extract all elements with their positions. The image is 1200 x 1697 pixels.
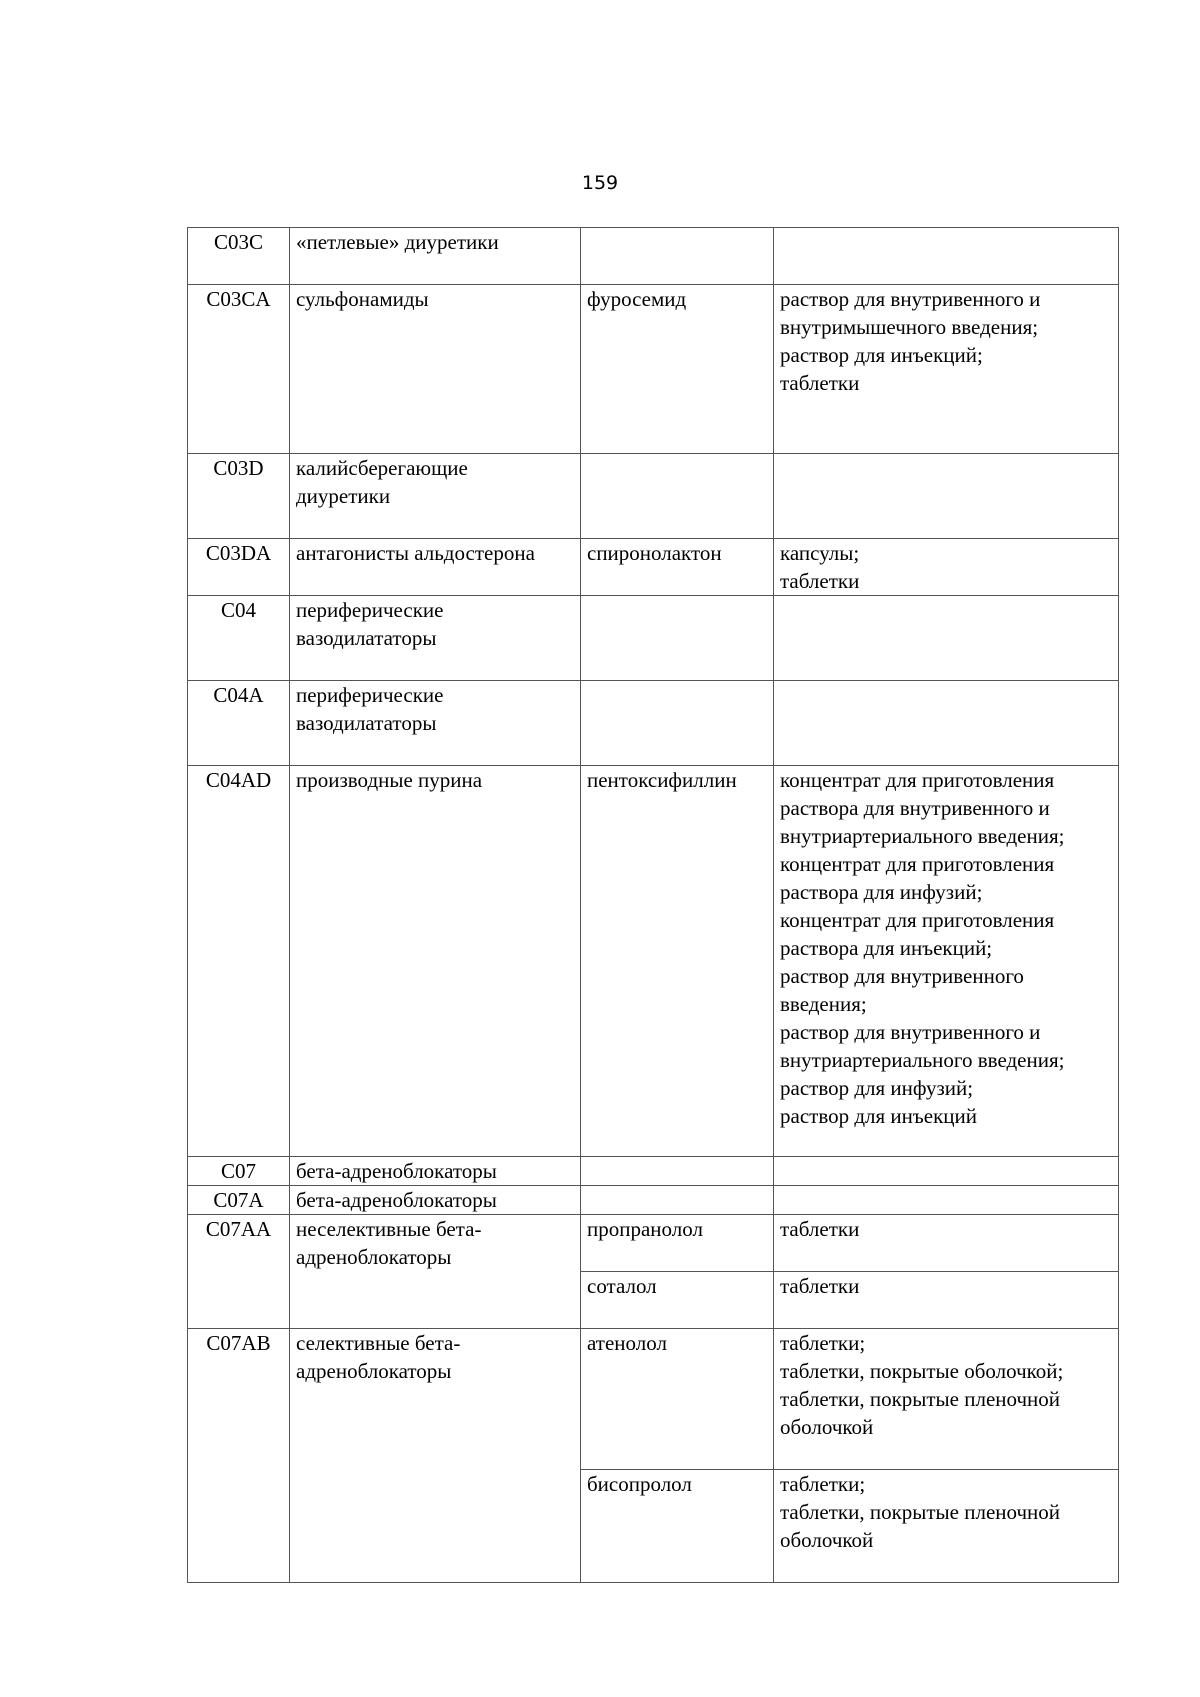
table-row <box>188 1157 1119 1186</box>
pharmacologic-group: «петлевые» диуретики <box>290 228 581 285</box>
atc-code: C07 <box>188 1157 290 1186</box>
table-row <box>188 539 1119 596</box>
pharmacologic-group: периферические вазодилататоры <box>290 596 581 681</box>
table-row <box>188 454 1119 539</box>
dosage-forms: раствор для внутривенного и внутримышечного введения; раствор для инъекций; таблетки <box>774 285 1119 454</box>
drug-name: спиронолактон <box>581 539 774 596</box>
dosage-forms <box>774 228 1119 285</box>
table-row <box>188 766 1119 1157</box>
table-row <box>188 1329 1119 1470</box>
table-row <box>188 1186 1119 1215</box>
pharmacologic-group: бета-адреноблокаторы <box>290 1157 581 1186</box>
dosage-forms: таблетки <box>774 1215 1119 1272</box>
pharmacologic-group: сульфонамиды <box>290 285 581 454</box>
drug-name <box>581 228 774 285</box>
pharmacologic-group: бета-адреноблокаторы <box>290 1186 581 1215</box>
atc-code: C03C <box>188 228 290 285</box>
table-row <box>188 1215 1119 1272</box>
atc-code: C04 <box>188 596 290 681</box>
atc-code: C07AA <box>188 1215 290 1329</box>
dosage-forms: капсулы; таблетки <box>774 539 1119 596</box>
drug-name: соталол <box>581 1272 774 1329</box>
drug-name: пентоксифиллин <box>581 766 774 1157</box>
dosage-forms: концентрат для приготовления раствора для внутривенного и внутриартериального введения; концентрат для приготовления раствора для инфузий; концентрат для приготовления раствора для инъекций; раствор для внутривенного введения; раствор для внутривенного и внутриартериального введения; раствор для инфузий; раствор для инъекций <box>774 766 1119 1157</box>
drug-name <box>581 454 774 539</box>
dosage-forms: таблетки; таблетки, покрытые пленочной оболочкой <box>774 1470 1119 1583</box>
dosage-forms <box>774 1186 1119 1215</box>
pharmacologic-group: селективные бета- адреноблокаторы <box>290 1329 581 1583</box>
drug-name: фуросемид <box>581 285 774 454</box>
pharmacologic-group: периферические вазодилататоры <box>290 681 581 766</box>
dosage-forms <box>774 454 1119 539</box>
pharmacologic-group: антагонисты альдостерона <box>290 539 581 596</box>
table-row <box>188 228 1119 285</box>
table-row <box>188 596 1119 681</box>
drug-name: пропранолол <box>581 1215 774 1272</box>
drug-name <box>581 1186 774 1215</box>
drug-name: атенолол <box>581 1329 774 1470</box>
atc-code: C07A <box>188 1186 290 1215</box>
dosage-forms <box>774 1157 1119 1186</box>
drug-name: бисопролол <box>581 1470 774 1583</box>
atc-code: C03D <box>188 454 290 539</box>
dosage-forms: таблетки; таблетки, покрытые оболочкой; таблетки, покрытые пленочной оболочкой <box>774 1329 1119 1470</box>
atc-code: C03CA <box>188 285 290 454</box>
atc-code: C04A <box>188 681 290 766</box>
table-row <box>188 681 1119 766</box>
table-row <box>188 285 1119 454</box>
dosage-forms <box>774 596 1119 681</box>
pharmacologic-group: калийсберегающие диуретики <box>290 454 581 539</box>
pharmacologic-group: неселективные бета- адреноблокаторы <box>290 1215 581 1329</box>
atc-code: C03DA <box>188 539 290 596</box>
pharmacologic-group: производные пурина <box>290 766 581 1157</box>
drug-name <box>581 596 774 681</box>
atc-code: C04AD <box>188 766 290 1157</box>
dosage-forms: таблетки <box>774 1272 1119 1329</box>
atc-drug-table <box>187 227 1119 1583</box>
drug-name <box>581 681 774 766</box>
page-number: 159 <box>581 172 619 194</box>
dosage-forms <box>774 681 1119 766</box>
atc-code: C07AB <box>188 1329 290 1583</box>
drug-name <box>581 1157 774 1186</box>
